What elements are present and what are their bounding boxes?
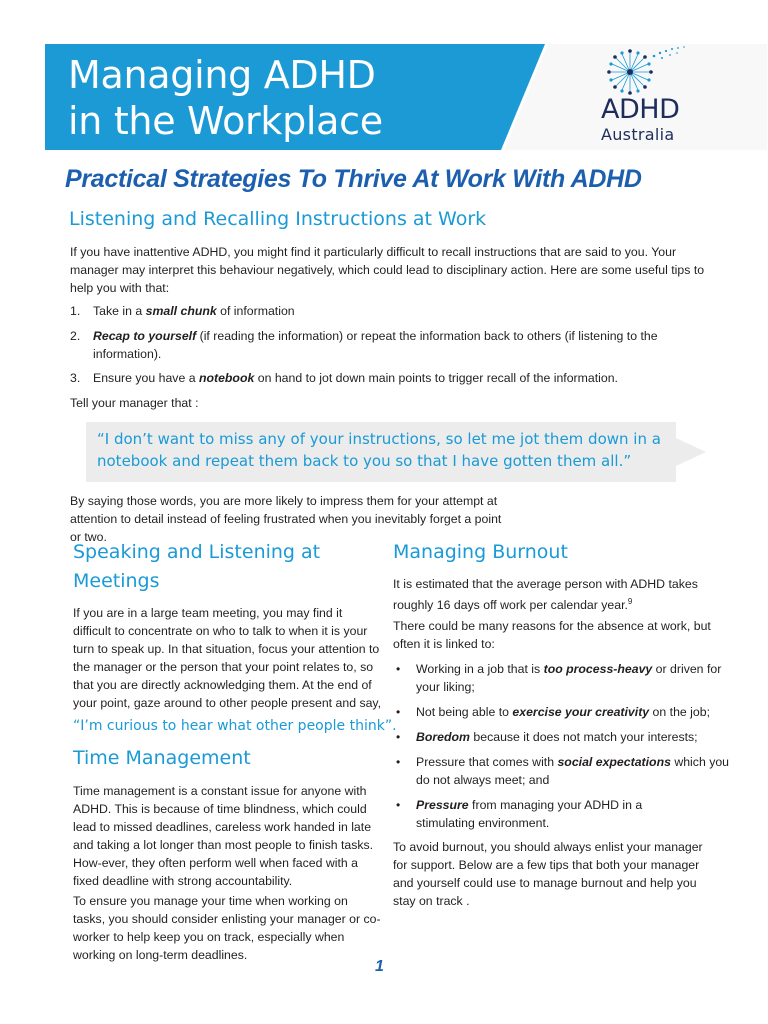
logo-name: ADHD <box>601 94 680 125</box>
burnout-paragraph-2: There could be many reasons for the absence at work, but often it is linked to: <box>393 619 711 651</box>
bullet-point: • <box>396 755 401 769</box>
bullet-point: • <box>396 662 401 676</box>
burnout-bullet: Boredom because it does not match your interests; <box>416 730 698 744</box>
dandelion-logo-icon <box>602 44 692 100</box>
bullet-point: • <box>396 705 401 719</box>
burnout-bullet: Working in a job that is too process-heavy or driven for your liking; <box>416 662 722 694</box>
speaking-heading-line-1: Speaking and Listening at <box>73 541 321 563</box>
burnout-paragraph-3: To avoid burnout, you should always enlist your manager for support. Below are a few tips that both your manager and yourself could use to manage burnout and help you stay on track . <box>393 840 703 908</box>
quote-text: “I don’t want to miss any of your instructions, so let me jot them down in a notebook and repeat them back to you so that I have gotten them all.” <box>97 430 661 470</box>
header-title-line-1: Managing ADHD <box>68 53 376 97</box>
speaking-text: If you are in a large team meeting, you may find it difficult to concentrate on who to talk to when it is your turn to speak up. In that situation, focus your attention to the manager or the person that your point relates to, so that you are directly acknowledging them. At the end of your point, gaze around to other people present and say, <box>73 606 382 710</box>
listening-outro: By saying those words, you are more likely to impress them for your attempt at attention to detail instead of feeling frustrated when you inevitably forget a point or two. <box>70 494 502 544</box>
page-subtitle: Practical Strategies To Thrive At Work With ADHD <box>65 165 642 193</box>
quote-callout-tail <box>676 438 706 466</box>
bullet-point: • <box>396 798 401 812</box>
time-paragraph-2: To ensure you manage your time when working on tasks, you should consider enlisting your manager or co-worker to help keep you on track, especially when working on long-term deadlines. <box>73 894 381 962</box>
speaking-quote: “I’m curious to hear what other people think”. <box>73 718 397 734</box>
logo-subtitle: Australia <box>601 125 675 144</box>
list-number: 1. <box>70 304 81 318</box>
burnout-bullet: Pressure that comes with social expectations which you do not always meet; and <box>416 755 730 787</box>
listening-heading: Listening and Recalling Instructions at Work <box>69 208 487 230</box>
list-number: 3. <box>70 371 81 385</box>
burnout-bullet: Pressure from managing your ADHD in a stimulating environment. <box>416 798 643 830</box>
list-item: Take in a small chunk of information <box>93 304 295 318</box>
time-paragraph-1: Time management is a constant issue for anyone with ADHD. This is because of time blindness, which could lead to missed deadlines, careless work handed in late and taking a lot longer than most people to finish tasks. How-ever, they often perform well when faced with a fixed deadline with strong accountability. <box>73 784 374 888</box>
listening-intro: If you have inattentive ADHD, you might find it particularly difficult to recall instructions that are said to you. Your manager may interpret this behaviour negatively, which could lead to disciplinary action. Here are some useful tips to help you with that: <box>70 245 705 295</box>
speaking-heading-line-2: Meetings <box>73 570 160 592</box>
list-item: Ensure you have a notebook on hand to jot down main points to trigger recall of the information. <box>93 371 618 385</box>
page-number: 1 <box>375 958 384 975</box>
burnout-heading: Managing Burnout <box>393 541 568 563</box>
list-number: 2. <box>70 329 81 343</box>
bullet-point: • <box>396 730 401 744</box>
time-heading: Time Management <box>73 747 251 769</box>
burnout-bullet: Not being able to exercise your creativity on the job; <box>416 705 710 719</box>
burnout-paragraph-1: It is estimated that the average person with ADHD takes roughly 16 days off work per calendar year.$^9$ <box>393 577 698 613</box>
list-item: Recap to yourself (if reading the information) or repeat the information back to others (if listening to the information). <box>93 329 658 361</box>
header-title-line-2: in the Workplace <box>68 99 383 143</box>
tell-manager-text: Tell your manager that : <box>70 396 199 410</box>
